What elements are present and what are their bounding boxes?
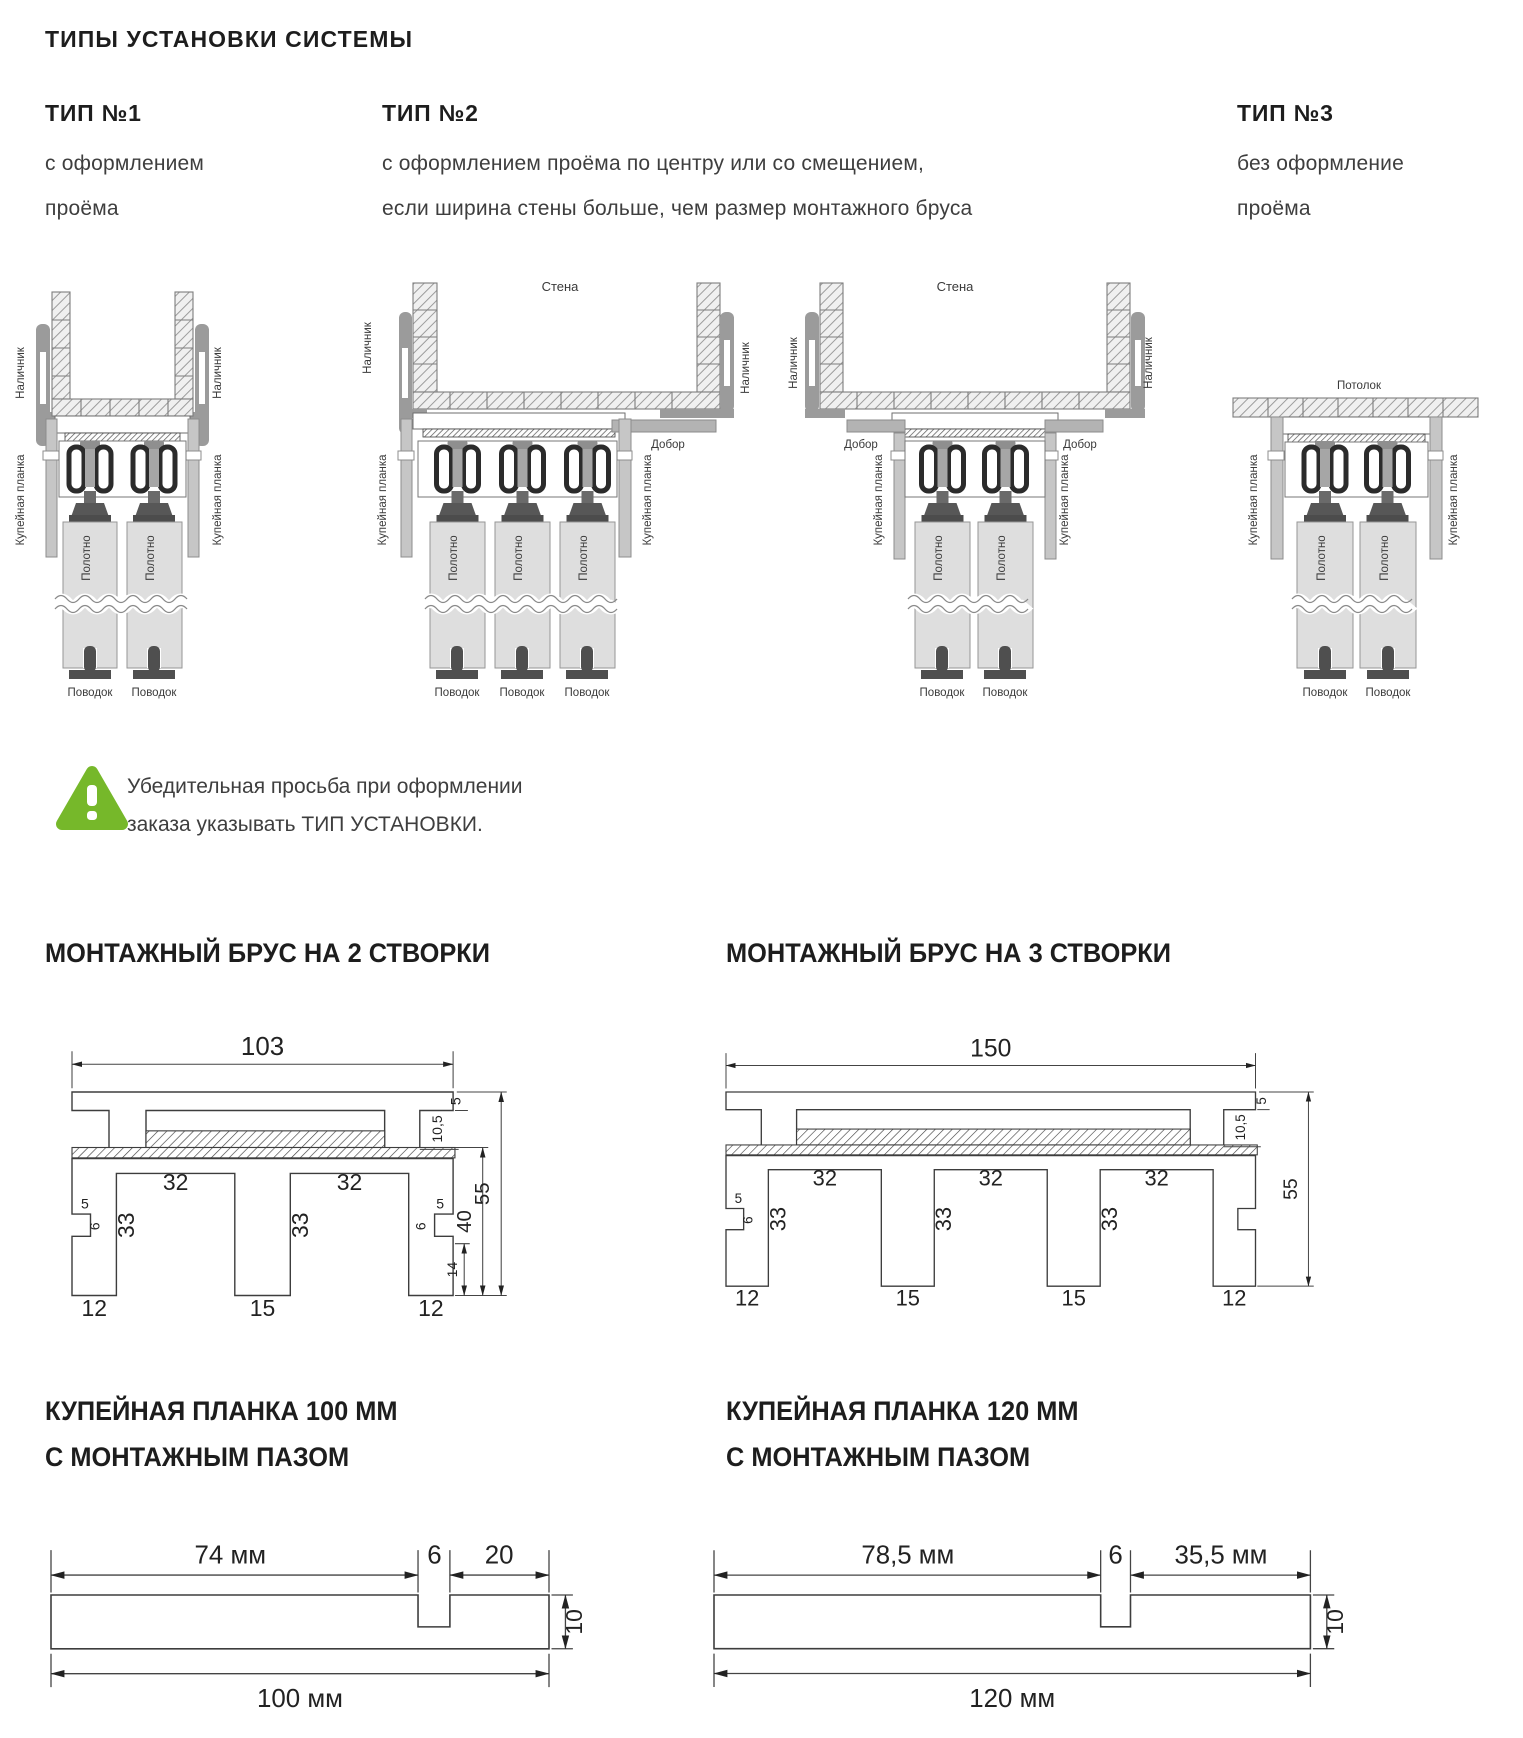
bar2-profile <box>72 1092 455 1296</box>
dim-total-width: 150 <box>970 1035 1012 1063</box>
label-polotno: Полотно <box>933 535 945 581</box>
section-title-bar2: МОНТАЖНЫЙ БРУС НА 2 СТВОРКИ <box>45 938 491 968</box>
dim-notch-width: 5 <box>734 1191 743 1207</box>
label-polotno: Полотно <box>513 535 525 581</box>
label-kupe-planka: Купейная планка <box>1059 454 1071 546</box>
dim-slot-width: 32 <box>336 1169 363 1196</box>
type2a-rollers <box>437 441 609 525</box>
dim-body-height: 40 <box>454 1210 477 1233</box>
type2b-dobor-bar-right <box>1045 420 1103 432</box>
type2b-door-panels <box>908 522 1033 668</box>
label-potolok: Потолок <box>1337 380 1381 392</box>
label-polotno: Полотно <box>1316 535 1328 581</box>
type1-block <box>45 100 204 231</box>
type1-heading: ТИП №1 <box>45 100 142 126</box>
dim-total-height: 55 <box>1279 1178 1302 1200</box>
type3-desc <box>1237 141 1404 231</box>
dim-foot-center: 15 <box>249 1294 276 1321</box>
dim-slot-depth: 33 <box>287 1212 314 1238</box>
type2a-handles <box>436 646 608 679</box>
label-nalichnik: Наличник <box>788 337 800 389</box>
type1-desc-line2: проёма <box>45 197 119 220</box>
type1-desc-line1: с оформлением <box>45 152 205 175</box>
type2b-handles <box>921 646 1026 679</box>
label-povodok: Поводок <box>1365 687 1411 699</box>
dim-right-offset: 20 <box>484 1541 514 1570</box>
label-kupe-planka: Купейная планка <box>1248 454 1260 546</box>
type3-heading: ТИП №3 <box>1237 100 1334 126</box>
dim-total-height: 55 <box>471 1182 494 1206</box>
dim-left-offset: 78,5 мм <box>861 1541 955 1570</box>
label-nalichnik: Наличник <box>362 322 374 374</box>
type3-mount-bar-strip <box>1288 434 1425 442</box>
dim-slot-width: 32 <box>978 1165 1003 1191</box>
dim-total-width: 100 мм <box>257 1685 343 1714</box>
diagram-type3 <box>1180 248 1523 708</box>
dim-plate-thickness: 5 <box>447 1097 464 1106</box>
type2-desc-line1: с оформлением проёма по центру или со смещением, <box>382 152 925 175</box>
type2a-mount-bar-strip <box>423 429 615 437</box>
drawing-plank100 <box>42 1530 587 1735</box>
diagram-type2b <box>758 248 1168 708</box>
type2b-mount-bar-strip <box>902 429 1048 437</box>
dim-thickness: 10 <box>1322 1609 1349 1635</box>
plank120-title-line2: С МОНТАЖНЫМ ПАЗОМ <box>726 1442 1031 1472</box>
type2-desc <box>382 141 972 231</box>
dim-slot-width: 32 <box>1144 1165 1169 1191</box>
label-nalichnik: Наличник <box>740 342 752 394</box>
dim-notch-height: 6 <box>412 1222 429 1231</box>
type3-track-housing <box>1273 417 1440 434</box>
plank100-profile <box>51 1595 549 1649</box>
type2-block <box>382 100 972 231</box>
dim-plate-thickness: 5 <box>1254 1097 1270 1105</box>
type1-handles <box>69 646 175 679</box>
dim-slot-depth: 33 <box>765 1206 791 1232</box>
plank100-title-line1: КУПЕЙНАЯ ПЛАНКА 100 ММ <box>45 1396 398 1426</box>
type3-desc-line1: без оформление <box>1237 152 1404 175</box>
label-kupe-planka: Купейная планка <box>642 454 654 546</box>
label-kupe-planka: Купейная планка <box>15 454 27 546</box>
label-povodok: Поводок <box>564 687 610 699</box>
dim-foot-center: 15 <box>895 1285 920 1311</box>
section-title-bar3: МОНТАЖНЫЙ БРУС НА 3 СТВОРКИ <box>726 938 1172 968</box>
label-stena: Стена <box>936 279 974 294</box>
dim-slot-depth: 33 <box>931 1206 957 1232</box>
type3-block <box>1237 100 1404 231</box>
dim-notch-width: 5 <box>81 1195 89 1212</box>
type1-track-housing <box>55 416 190 433</box>
warning-line2: заказа указывать ТИП УСТАНОВКИ. <box>127 813 483 836</box>
type2b-track-housing <box>892 413 1058 429</box>
label-dobor: Добор <box>1063 439 1097 451</box>
dim-foot-outer: 12 <box>1222 1285 1247 1311</box>
type2b-wall <box>820 283 1130 409</box>
type2a-wall <box>413 283 720 409</box>
diagram-type2a <box>330 248 775 708</box>
label-dobor: Добор <box>651 439 685 451</box>
dim-foot-outer: 12 <box>418 1294 444 1321</box>
dim-foot-center: 15 <box>1061 1285 1086 1311</box>
type3-handles <box>1304 646 1409 679</box>
label-polotno: Полотно <box>448 535 460 581</box>
label-kupe-planka: Купейная планка <box>212 454 224 546</box>
label-nalichnik: Наличник <box>1143 337 1155 389</box>
label-povodok: Поводок <box>919 687 965 699</box>
type1-mount-bar-strip <box>65 433 180 441</box>
label-povodok: Поводок <box>434 687 480 699</box>
drawing-plank120 <box>640 1530 1380 1735</box>
dim-left-offset: 74 мм <box>194 1541 267 1570</box>
warning-exclamation-bar <box>87 785 97 806</box>
label-kupe-planka: Купейная планка <box>377 454 389 546</box>
dim-slot-depth: 33 <box>113 1212 140 1238</box>
label-polotno: Полотно <box>1379 535 1391 581</box>
dim-right-offset: 35,5 мм <box>1174 1541 1268 1570</box>
warning-icon <box>52 762 132 834</box>
label-polotno: Полотно <box>145 535 157 581</box>
plank120-profile <box>714 1595 1310 1649</box>
warning-exclamation-dot <box>87 811 97 820</box>
label-nalichnik: Наличник <box>15 347 27 399</box>
type3-desc-line2: проёма <box>1237 197 1311 220</box>
dim-slot-depth: 33 <box>1097 1206 1123 1232</box>
drawing-bar3 <box>640 1005 1340 1337</box>
label-povodok: Поводок <box>499 687 545 699</box>
type1-wall <box>52 292 193 416</box>
label-dobor: Добор <box>844 439 878 451</box>
plank120-title-line1: КУПЕЙНАЯ ПЛАНКА 120 ММ <box>726 1396 1079 1426</box>
type2-desc-line2: если ширина стены больше, чем размер монтажного бруса <box>382 197 973 220</box>
dim-thickness: 10 <box>560 1609 587 1635</box>
type2a-track-housing <box>413 413 625 429</box>
dim-foot-outer: 12 <box>735 1285 760 1311</box>
dim-notch-height: 6 <box>740 1216 756 1224</box>
label-povodok: Поводок <box>982 687 1028 699</box>
label-stena: Стена <box>541 279 579 294</box>
diagram-type1 <box>5 248 240 708</box>
type3-ceiling <box>1233 398 1478 417</box>
dim-groove-width: 6 <box>427 1541 442 1570</box>
dim-step-height: 14 <box>444 1261 461 1278</box>
label-povodok: Поводок <box>1302 687 1348 699</box>
warning-line1: Убедительная просьба при оформлении <box>127 775 523 798</box>
dim-slot-width: 32 <box>812 1165 838 1191</box>
label-polotno: Полотно <box>578 535 590 581</box>
label-povodok: Поводок <box>131 687 177 699</box>
label-polotno: Полотно <box>996 535 1008 581</box>
dim-total-width: 103 <box>240 1033 285 1061</box>
type2-heading: ТИП №2 <box>382 100 479 126</box>
dim-slot-width: 32 <box>162 1169 189 1196</box>
dim-foot-outer: 12 <box>81 1294 107 1321</box>
dim-groove-width: 6 <box>1108 1541 1123 1570</box>
dim-notch-height: 6 <box>86 1222 103 1231</box>
plank100-title-line2: С МОНТАЖНЫМ ПАЗОМ <box>45 1442 350 1472</box>
warning-text <box>127 768 523 844</box>
label-polotno: Полотно <box>81 535 93 581</box>
page-title: ТИПЫ УСТАНОВКИ СИСТЕМЫ <box>45 26 414 52</box>
dim-hook-depth: 10,5 <box>429 1115 445 1143</box>
label-nalichnik: Наличник <box>212 347 224 399</box>
dim-notch-width: 5 <box>436 1195 445 1212</box>
label-kupe-planka: Купейная планка <box>873 454 885 546</box>
drawing-bar2 <box>42 1005 522 1337</box>
section-title-plank120 <box>726 1388 1079 1480</box>
type3-door-panels <box>1292 522 1416 668</box>
label-povodok: Поводок <box>67 687 113 699</box>
type1-door-panels <box>55 522 187 668</box>
label-kupe-planka: Купейная планка <box>1448 454 1460 546</box>
dim-hook-depth: 10,5 <box>1232 1114 1248 1141</box>
type2b-dobor-bar-left <box>847 420 905 432</box>
dim-total-width: 120 мм <box>969 1684 1056 1713</box>
section-title-plank100 <box>45 1388 398 1480</box>
type1-desc <box>45 141 204 231</box>
